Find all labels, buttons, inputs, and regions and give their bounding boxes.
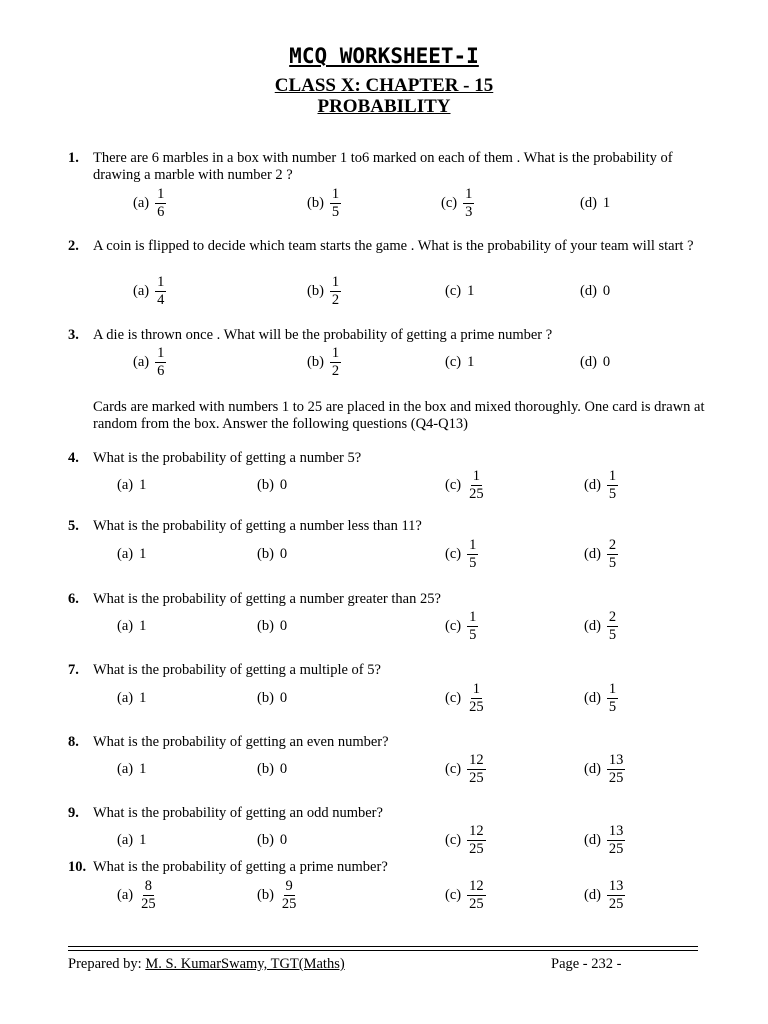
option-a: (a) $\frac{1}{6}$: [133, 344, 165, 379]
fraction: $\frac{9}{25}$: [281, 877, 297, 912]
question-1: [68, 150, 708, 184]
question-number: 2.: [68, 238, 79, 254]
option-c: (c) $\frac{1}{5}$: [445, 536, 477, 571]
option-c: (c) $\frac{1}{25}$: [445, 680, 484, 715]
question-text: What is the probability of getting a number 5?: [93, 450, 362, 466]
footer-credit: [68, 956, 345, 973]
option-a: (a) $\frac{1}{4}$: [133, 273, 165, 308]
question-10: [68, 859, 708, 876]
fraction: $\frac{1}{25}$: [469, 467, 484, 502]
question-number: 6.: [68, 591, 79, 607]
fraction: $\frac{12}{25}$: [469, 751, 484, 786]
option-a: (a) 1: [117, 831, 147, 848]
question-text: There are 6 marbles in a box with number 1 to6 marked on each of them . What is the probability of drawing a marble with number 2 ?: [93, 150, 673, 183]
option-d: (d) 1: [580, 194, 611, 211]
option-d: (d) $\frac{2}{5}$: [584, 536, 617, 571]
question-number: 9.: [68, 805, 79, 821]
fraction: $\frac{1}{5}$: [608, 467, 617, 502]
option-c: (c) $\frac{1}{5}$: [445, 608, 477, 643]
option-d: (d) $\frac{2}{5}$: [584, 608, 617, 643]
option-d: (d) 0: [580, 353, 611, 370]
fraction: $\frac{13}{25}$: [608, 751, 624, 786]
option-b: (b) 0: [257, 689, 288, 706]
option-b: (b) 0: [257, 760, 288, 777]
fraction: $\frac{8}{25}$: [141, 877, 156, 912]
fraction: $\frac{13}{25}$: [608, 822, 624, 857]
question-4-options: [0, 465, 768, 505]
question-number: 8.: [68, 734, 79, 750]
option-b: (b) $\frac{1}{2}$: [307, 273, 340, 308]
fraction: $\frac{1}{3}$: [465, 185, 473, 220]
option-c: (c) $\frac{1}{3}$: [441, 185, 473, 220]
option-c: (c) $\frac{1}{25}$: [445, 467, 484, 502]
option-b: (b) $\frac{1}{2}$: [307, 344, 340, 379]
option-a: (a) 1: [117, 476, 147, 493]
question-text: What is the probability of getting an even number?: [93, 734, 389, 750]
option-b: (b) 0: [257, 476, 288, 493]
question-6-options: [0, 606, 768, 646]
question-2-options: [0, 271, 768, 311]
question-text: What is the probability of getting a prime number?: [93, 859, 388, 875]
fraction: $\frac{1}{5}$: [469, 536, 477, 571]
option-a: (a) 1: [117, 545, 147, 562]
author-name: M. S. KumarSwamy, TGT(Maths): [145, 956, 345, 972]
question-text: What is the probability of getting a number less than 11?: [93, 518, 422, 534]
page-number: Page - 232 -: [551, 956, 622, 972]
question-2: [68, 238, 708, 255]
option-a: (a) 1: [117, 617, 147, 634]
option-a: (a) 1: [117, 689, 147, 706]
fraction: $\frac{1}{2}$: [331, 273, 340, 308]
question-number: 7.: [68, 662, 79, 678]
footer-divider-thin: [68, 950, 698, 951]
option-d: (d) 0: [580, 282, 611, 299]
question-number: 3.: [68, 327, 79, 343]
option-c: (c) $\frac{12}{25}$: [445, 751, 484, 786]
option-d: (d) $\frac{13}{25}$: [584, 751, 624, 786]
cards-instructions: Cards are marked with numbers 1 to 25 are placed in the box and mixed thoroughly. One card is drawn at random from the box. Answer the following questions (Q4-Q13): [93, 399, 705, 432]
option-d: (d) $\frac{1}{5}$: [584, 680, 617, 715]
option-c: (c) $\frac{12}{25}$: [445, 822, 484, 857]
question-number: 1.: [68, 150, 79, 166]
fraction: $\frac{12}{25}$: [469, 822, 484, 857]
question-8-options: [0, 749, 768, 789]
question-7-options: [0, 678, 768, 718]
fraction: $\frac{1}{5}$: [469, 608, 477, 643]
question-10-options: [0, 875, 768, 915]
option-b: (b) 0: [257, 831, 288, 848]
option-a: (a) $\frac{8}{25}$: [117, 877, 156, 912]
option-c: (c) $\frac{12}{25}$: [445, 877, 484, 912]
prepared-by-label: Prepared by:: [68, 956, 146, 972]
footer-divider: [68, 946, 698, 947]
option-b: (b) 0: [257, 617, 288, 634]
option-c: (c) 1: [445, 282, 475, 299]
fraction: $\frac{13}{25}$: [608, 877, 624, 912]
option-d: (d) $\frac{13}{25}$: [584, 822, 624, 857]
fraction: $\frac{1}{5}$: [331, 185, 340, 220]
option-b: (b) 0: [257, 545, 288, 562]
question-text: What is the probability of getting an odd number?: [93, 805, 383, 821]
question-number: 10.: [68, 859, 87, 875]
fraction: $\frac{1}{6}$: [157, 344, 165, 379]
fraction: $\frac{1}{4}$: [157, 273, 165, 308]
fraction: $\frac{12}{25}$: [469, 877, 484, 912]
question-text: What is the probability of getting a multiple of 5?: [93, 662, 381, 678]
question-number: 5.: [68, 518, 79, 534]
fraction: $\frac{1}{6}$: [157, 185, 165, 220]
fraction: $\frac{1}{5}$: [608, 680, 617, 715]
option-d: (d) $\frac{13}{25}$: [584, 877, 624, 912]
fraction: $\frac{2}{5}$: [608, 536, 617, 571]
option-b: (b) $\frac{9}{25}$: [257, 877, 297, 912]
option-a: (a) $\frac{1}{6}$: [133, 185, 165, 220]
fraction: $\frac{2}{5}$: [608, 608, 617, 643]
option-a: (a) 1: [117, 760, 147, 777]
fraction: $\frac{1}{2}$: [331, 344, 340, 379]
question-text: What is the probability of getting a number greater than 25?: [93, 591, 441, 607]
question-text: A die is thrown once . What will be the probability of getting a prime number ?: [93, 327, 553, 343]
option-d: (d) $\frac{1}{5}$: [584, 467, 617, 502]
question-5: [68, 518, 708, 535]
question-5-options: [0, 534, 768, 574]
worksheet-title: MCQ WORKSHEET-I: [289, 44, 479, 68]
question-number: 4.: [68, 450, 79, 466]
question-9-options: [0, 820, 768, 860]
fraction: $\frac{1}{25}$: [469, 680, 484, 715]
option-c: (c) 1: [445, 353, 475, 370]
question-text: A coin is flipped to decide which team starts the game . What is the probability of your team will start ?: [93, 238, 694, 254]
question-3-options: [0, 342, 768, 382]
question-7: [68, 662, 708, 679]
class-chapter-heading: CLASS X: CHAPTER - 15: [274, 75, 494, 96]
option-b: (b) $\frac{1}{5}$: [307, 185, 340, 220]
question-1-options: [0, 183, 768, 223]
topic-heading: PROBABILITY: [317, 96, 451, 117]
